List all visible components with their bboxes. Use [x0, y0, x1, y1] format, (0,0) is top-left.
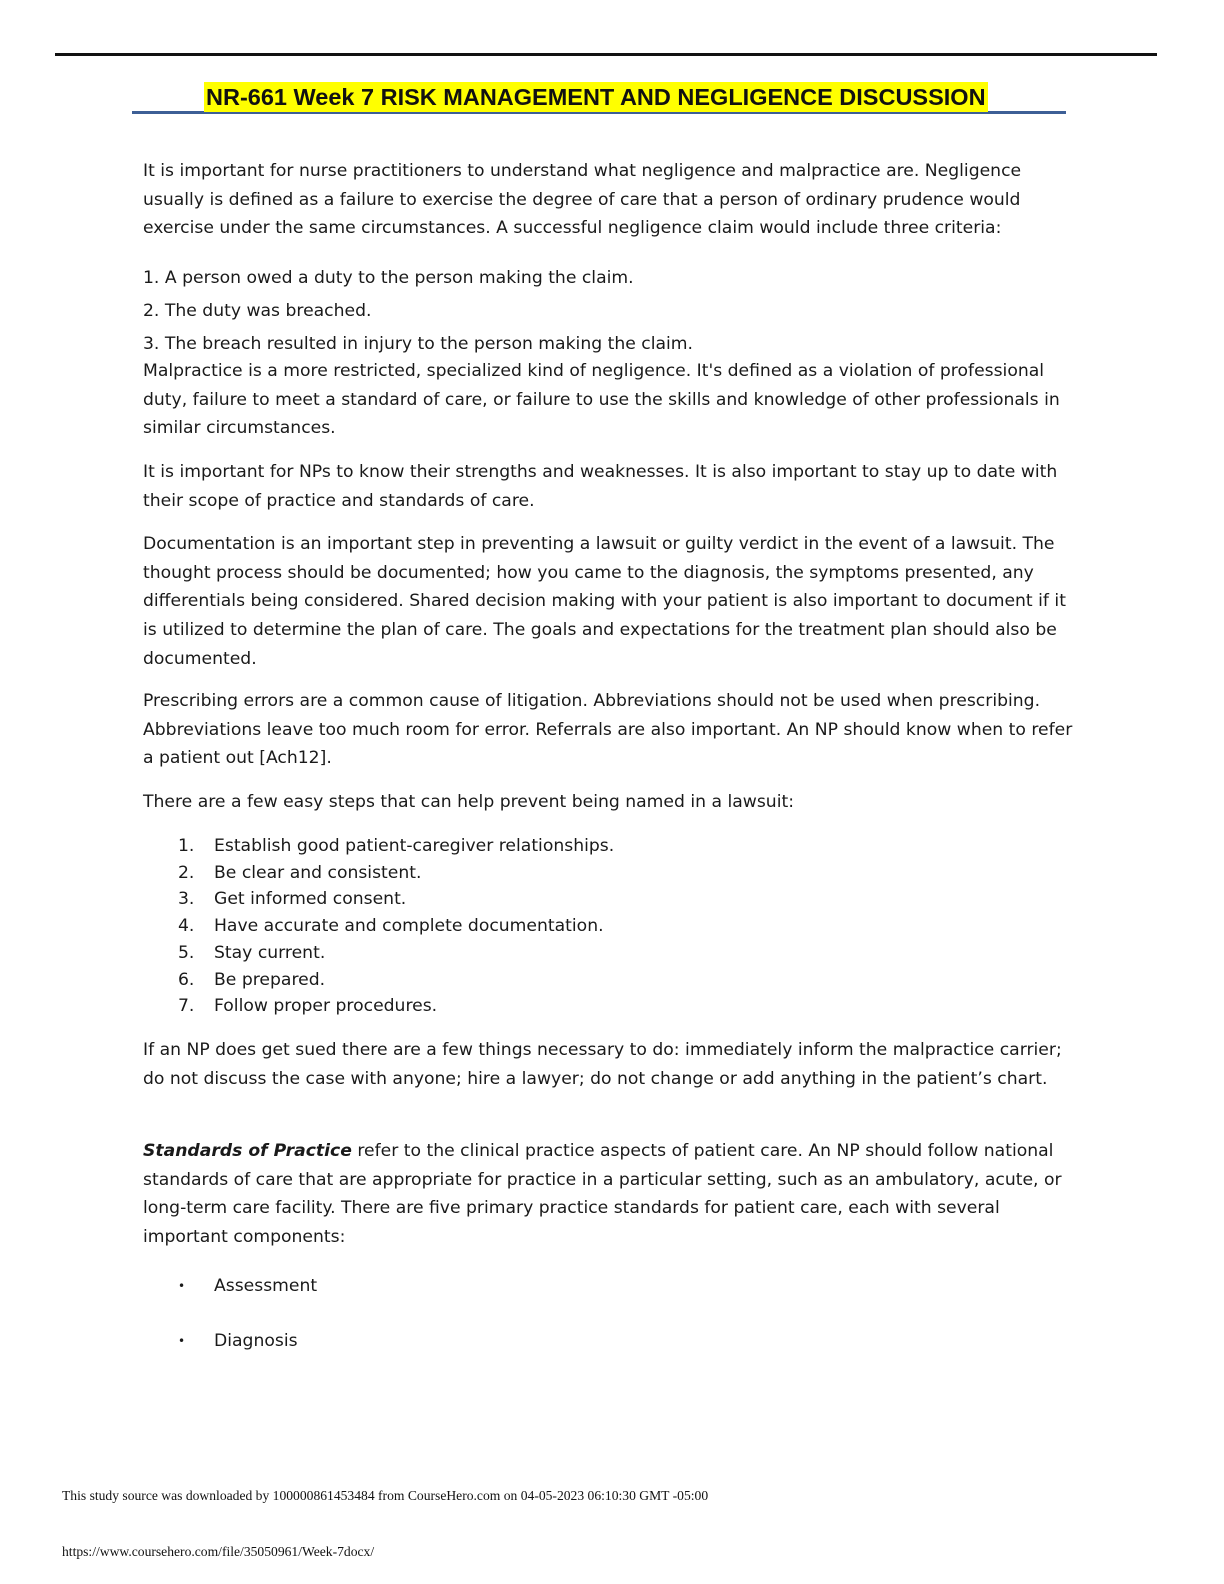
criteria-text: 1. A person owed a duty to the person making the claim.	[143, 268, 634, 288]
list-number: 1.	[178, 836, 195, 856]
list-text: Be clear and consistent.	[214, 862, 422, 883]
list-item	[178, 913, 614, 940]
paragraph-negligence-intro	[143, 157, 1083, 243]
paragraph-prescribing	[143, 687, 1083, 773]
list-text: Follow proper procedures.	[214, 996, 438, 1017]
bullet-icon: •	[178, 1279, 186, 1293]
criteria-item	[143, 297, 1083, 326]
paragraph-text: It is important for NPs to know their strengths and weaknesses. It is also important to stay up to date with their scope of practice and standards of care.	[143, 462, 1058, 511]
bullet-item	[178, 1273, 317, 1299]
criteria-text: 3. The breach resulted in injury to the person making the claim.	[143, 334, 693, 354]
paragraph-text: There are a few easy steps that can help prevent being named in a lawsuit:	[143, 792, 795, 812]
bullet-icon: •	[178, 1334, 186, 1348]
paragraph-standards	[143, 1137, 1083, 1252]
list-text: Establish good patient-caregiver relationships.	[214, 836, 615, 856]
list-number: 2.	[178, 862, 195, 883]
paragraph-text: Prescribing errors are a common cause of litigation. Abbreviations should not be used when prescribing. Abbreviations leave too much room for error. Referrals are also important. An NP should know when to refer a patient out [Ach12].	[143, 691, 1073, 769]
list-number: 7.	[178, 996, 195, 1017]
top-rule	[55, 53, 1157, 56]
paragraph-text	[143, 1137, 1083, 1252]
list-text: Get informed consent.	[214, 889, 407, 910]
source-url-link[interactable]: https://www.coursehero.com/file/35050961/Week-7docx/	[62, 1544, 375, 1559]
standards-of-practice-term: Standards of Practice	[143, 1141, 352, 1161]
list-item	[178, 940, 614, 967]
standards-description: refer to the clinical practice aspects of patient care. An NP should follow national standards of care that are appropriate for practice in a particular setting, such as an ambulatory, acute, or long-term care facility. There are five primary practice standards for patient care, each with several important components:	[143, 1141, 1062, 1248]
list-number: 6.	[178, 969, 195, 990]
paragraph-text: It is important for nurse practitioners to understand what negligence and malpractice are. Negligence usually is defined as a failure to exercise the degree of care that a person of ordinary prudence would exercise under the same circumstances. A successful negligence claim would include three criteria:	[143, 161, 1022, 239]
criteria-item	[143, 330, 1083, 359]
list-item	[178, 833, 614, 860]
bullet-text: Assessment	[214, 1276, 318, 1296]
bullet-item	[178, 1328, 298, 1354]
list-item	[178, 860, 614, 887]
paragraph-strengths	[143, 458, 1083, 515]
paragraph-text: If an NP does get sued there are a few things necessary to do: immediately inform the malpractice carrier; do not discuss the case with anyone; hire a lawyer; do not change or add anything in the patient’s chart.	[143, 1040, 1062, 1089]
bullet-text: Diagnosis	[214, 1331, 298, 1351]
paragraph-malpractice	[143, 357, 1083, 443]
list-item	[178, 967, 614, 994]
title-block	[132, 82, 1066, 114]
list-number: 4.	[178, 916, 195, 937]
list-text: Stay current.	[214, 942, 326, 963]
paragraph-documentation	[143, 530, 1083, 674]
list-number: 3.	[178, 889, 195, 910]
paragraph-text: Documentation is an important step in preventing a lawsuit or guilty verdict in the event of a lawsuit. The thought process should be documented; how you came to the diagnosis, the symptoms presented, any differentials being considered. Shared decision making with your patient is also important to document if it is utilized to determine the plan of care. The goals and expectations for the treatment plan should also be documented.	[143, 534, 1066, 669]
steps-list	[178, 833, 614, 1020]
paragraph-text: Malpractice is a more restricted, specialized kind of negligence. It's defined as a violation of professional duty, failure to meet a standard of care, or failure to use the skills and knowledge of other professionals in similar circumstances.	[143, 361, 1060, 439]
paragraph-steps-intro	[143, 788, 1083, 817]
list-text: Be prepared.	[214, 969, 326, 990]
list-text: Have accurate and complete documentation.	[214, 916, 604, 937]
paragraph-if-sued	[143, 1036, 1083, 1093]
criteria-text: 2. The duty was breached.	[143, 301, 372, 321]
criteria-item	[143, 264, 1083, 293]
list-item	[178, 993, 614, 1020]
download-notice: This study source was downloaded by 100000861453484 from CourseHero.com on 04-05-2023 06:10:30 GMT -05:00	[62, 1488, 709, 1503]
document-title: NR-661 Week 7 RISK MANAGEMENT AND NEGLIGENCE DISCUSSION	[206, 84, 986, 110]
list-item	[178, 886, 614, 913]
list-number: 5.	[178, 942, 195, 963]
